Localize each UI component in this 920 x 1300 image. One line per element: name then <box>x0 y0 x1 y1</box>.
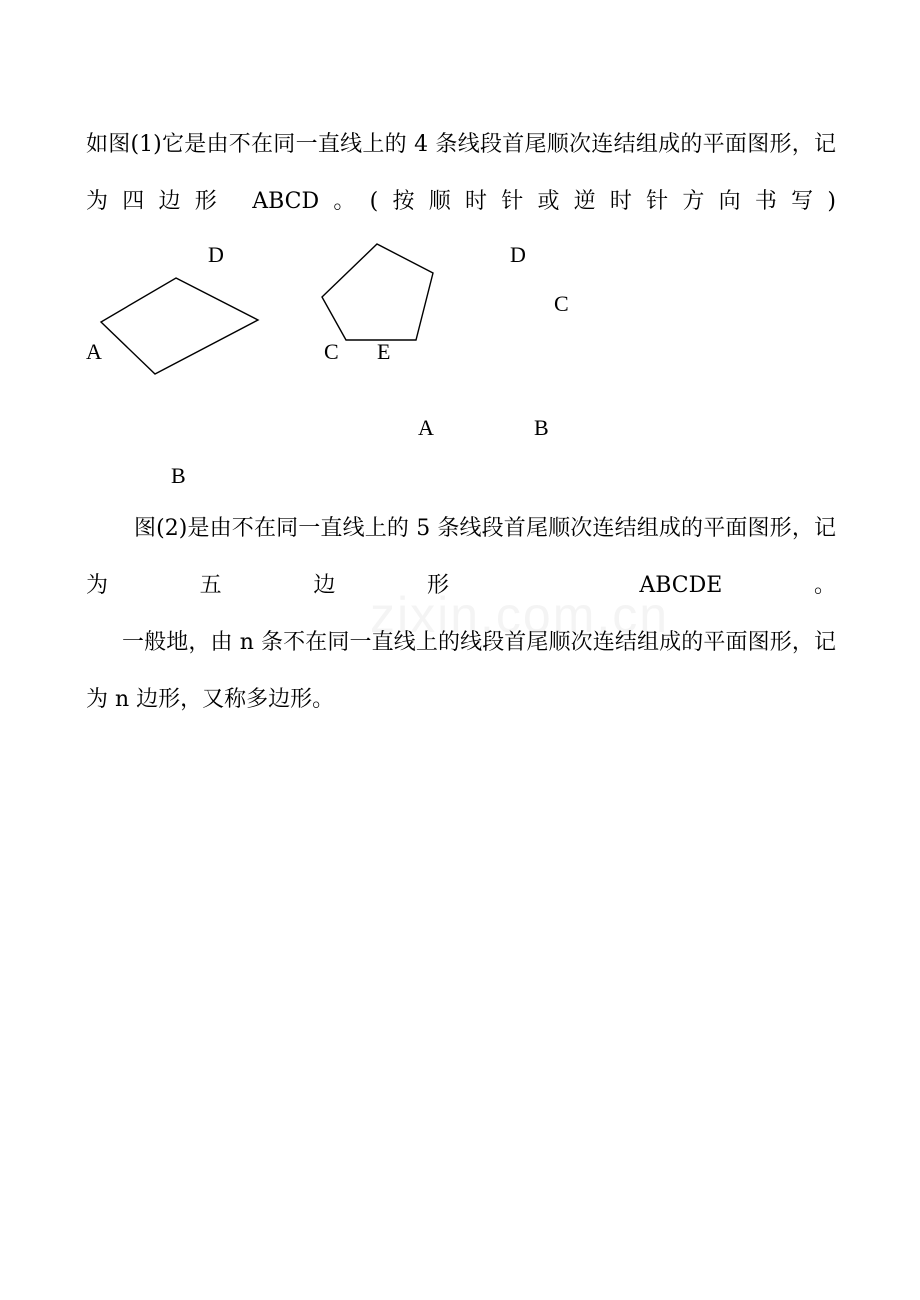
paragraph-polygon-definition: 一般地，由 n 条不在同一直线上的线段首尾顺次连结组成的平面图形，记为 n 边形，又称多边形。 <box>86 630 836 712</box>
pentagon-shape <box>322 244 433 340</box>
right-label-c: C <box>554 291 569 316</box>
right-label-d: D <box>510 242 526 267</box>
pent-label-e: E <box>377 339 391 364</box>
quadrilateral-shape <box>101 278 258 374</box>
quad-label-d: D <box>208 242 224 267</box>
watermark: zixin.com.cn <box>370 587 670 643</box>
paragraph-pentagon: 图(2)是由不在同一直线上的 5 条线段首尾顺次连结组成的平面图形，记为五边形 ABCDE。 <box>86 516 836 598</box>
quad-label-a: A <box>86 339 102 364</box>
right-label-b: B <box>534 415 549 440</box>
quad-label-b: B <box>171 463 186 488</box>
paragraph-quadrilateral: 如图(1)它是由不在同一直线上的 4 条线段首尾顺次连结组成的平面图形，记为四边形 ABCD。(按顺时针或逆时针方向书写) <box>86 132 836 214</box>
pent-label-c: C <box>324 339 339 364</box>
right-label-a: A <box>418 415 434 440</box>
